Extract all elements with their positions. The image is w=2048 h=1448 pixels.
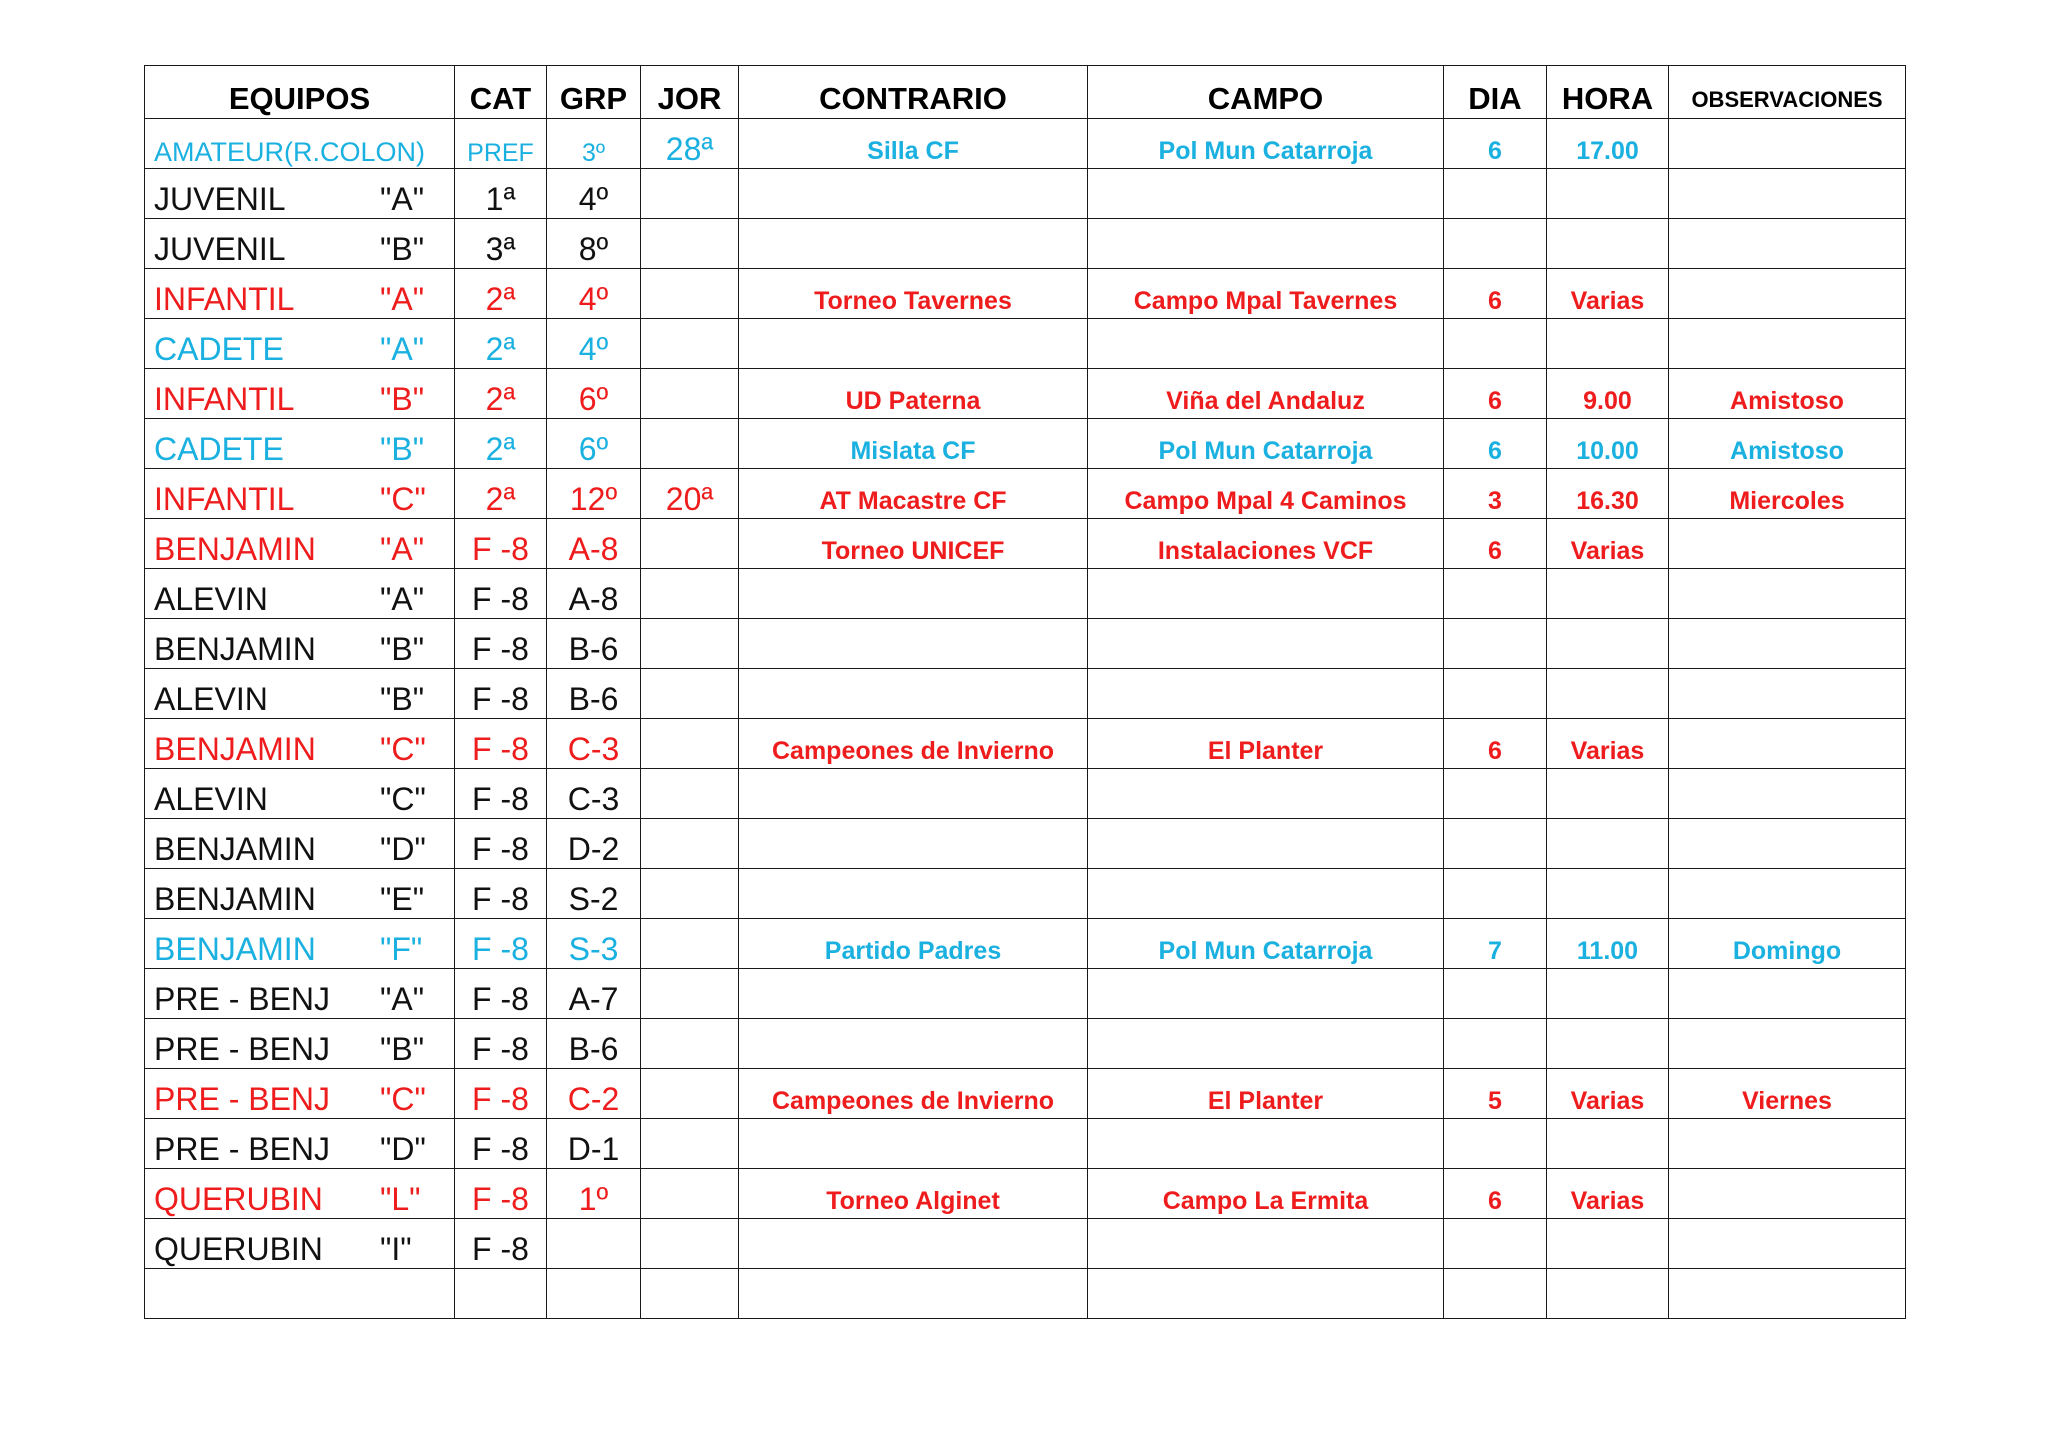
group-cell: A-8: [547, 569, 641, 619]
team-letter: "D": [380, 831, 426, 867]
round-cell: [641, 919, 739, 969]
category-cell: F -8: [455, 569, 547, 619]
day-cell: [1444, 219, 1547, 269]
day-cell: [1444, 969, 1547, 1019]
day-cell: 6: [1444, 519, 1547, 569]
round-cell: [641, 619, 739, 669]
observations-cell: [1669, 1019, 1906, 1069]
day-cell: [1444, 869, 1547, 919]
time-cell: [1547, 869, 1669, 919]
day-cell: 3: [1444, 469, 1547, 519]
group-cell: D-2: [547, 819, 641, 869]
field-cell: [1088, 569, 1444, 619]
team-cell: [145, 1219, 455, 1269]
team-name: CADETE: [154, 331, 284, 367]
opponent-cell: [739, 219, 1088, 269]
opponent-cell: [739, 1269, 1088, 1319]
team-letter: "C": [380, 781, 426, 817]
time-cell: [1547, 819, 1669, 869]
field-cell: [1088, 769, 1444, 819]
time-cell: [1547, 319, 1669, 369]
opponent-cell: [739, 669, 1088, 719]
team-cell: [145, 469, 455, 519]
round-cell: [641, 569, 739, 619]
round-cell: [641, 869, 739, 919]
table-row: [145, 1219, 1906, 1269]
team-cell: [145, 1069, 455, 1119]
table-row: [145, 469, 1906, 519]
group-cell: B-6: [547, 669, 641, 719]
team-letter: "D": [380, 1131, 426, 1167]
table-row: [145, 519, 1906, 569]
header-equipos: EQUIPOS: [145, 66, 455, 119]
team-cell: [145, 1169, 455, 1219]
team-name: INFANTIL: [154, 481, 295, 517]
opponent-cell: [739, 819, 1088, 869]
team-letter: "B": [380, 431, 425, 467]
group-cell: [547, 1219, 641, 1269]
round-cell: [641, 1069, 739, 1119]
group-cell: A-7: [547, 969, 641, 1019]
time-cell: [1547, 969, 1669, 1019]
day-cell: [1444, 1019, 1547, 1069]
observations-cell: [1669, 769, 1906, 819]
header-observaciones: OBSERVACIONES: [1669, 66, 1906, 119]
day-cell: [1444, 169, 1547, 219]
table-row: [145, 1119, 1906, 1169]
round-cell: [641, 219, 739, 269]
day-cell: [1444, 1269, 1547, 1319]
group-cell: S-3: [547, 919, 641, 969]
observations-cell: [1669, 819, 1906, 869]
table-row: [145, 969, 1906, 1019]
team-cell: [145, 619, 455, 669]
group-cell: C-2: [547, 1069, 641, 1119]
team-letter: "C": [380, 1081, 426, 1117]
team-letter: "A": [380, 281, 425, 317]
day-cell: [1444, 1219, 1547, 1269]
category-cell: F -8: [455, 1219, 547, 1269]
round-cell: [641, 769, 739, 819]
header-grp: GRP: [547, 66, 641, 119]
team-name: ALEVIN: [154, 681, 268, 717]
category-cell: 2ª: [455, 269, 547, 319]
group-cell: C-3: [547, 719, 641, 769]
opponent-cell: [739, 969, 1088, 1019]
time-cell: [1547, 619, 1669, 669]
round-cell: [641, 969, 739, 1019]
team-letter: "F": [380, 931, 423, 967]
table-row: [145, 819, 1906, 869]
opponent-cell: [739, 1019, 1088, 1069]
field-cell: [1088, 669, 1444, 719]
table-row: [145, 369, 1906, 419]
observations-cell: [1669, 969, 1906, 1019]
time-cell: [1547, 1269, 1669, 1319]
team-letter: "C": [380, 481, 426, 517]
field-cell: [1088, 869, 1444, 919]
group-cell: D-1: [547, 1119, 641, 1169]
field-cell: [1088, 819, 1444, 869]
group-cell: C-3: [547, 769, 641, 819]
round-cell: [641, 1119, 739, 1169]
category-cell: F -8: [455, 969, 547, 1019]
time-cell: [1547, 669, 1669, 719]
field-cell: El Planter: [1088, 1069, 1444, 1119]
opponent-cell: Partido Padres: [739, 919, 1088, 969]
category-cell: F -8: [455, 919, 547, 969]
category-cell: F -8: [455, 869, 547, 919]
team-name: INFANTIL: [154, 381, 295, 417]
team-cell: [145, 969, 455, 1019]
round-cell: [641, 1269, 739, 1319]
header-row: [145, 66, 1906, 119]
category-cell: F -8: [455, 769, 547, 819]
team-name: PRE - BENJ: [154, 1031, 331, 1067]
group-cell: 8º: [547, 219, 641, 269]
category-cell: F -8: [455, 669, 547, 719]
table-row: [145, 1019, 1906, 1069]
round-cell: [641, 819, 739, 869]
category-cell: 2ª: [455, 419, 547, 469]
field-cell: [1088, 1269, 1444, 1319]
round-cell: [641, 719, 739, 769]
time-cell: 11.00: [1547, 919, 1669, 969]
time-cell: Varias: [1547, 1069, 1669, 1119]
team-name: PRE - BENJ: [154, 981, 331, 1017]
group-cell: B-6: [547, 619, 641, 669]
opponent-cell: [739, 769, 1088, 819]
category-cell: F -8: [455, 619, 547, 669]
category-cell: F -8: [455, 719, 547, 769]
day-cell: [1444, 1119, 1547, 1169]
category-cell: 2ª: [455, 469, 547, 519]
round-cell: [641, 1219, 739, 1269]
table-row: [145, 1069, 1906, 1119]
observations-cell: [1669, 269, 1906, 319]
team-name: INFANTIL: [154, 281, 295, 317]
table-row: [145, 119, 1906, 169]
team-name: BENJAMIN: [154, 631, 316, 667]
team-cell: [145, 219, 455, 269]
team-letter: "B": [380, 381, 425, 417]
group-cell: 3º: [547, 119, 641, 169]
observations-cell: [1669, 319, 1906, 369]
round-cell: [641, 319, 739, 369]
team-letter: "B": [380, 681, 425, 717]
team-cell: [145, 869, 455, 919]
team-cell: [145, 369, 455, 419]
team-letter: "C": [380, 731, 426, 767]
observations-cell: [1669, 219, 1906, 269]
round-cell: [641, 369, 739, 419]
team-name: PRE - BENJ: [154, 1131, 331, 1167]
opponent-cell: Silla CF: [739, 119, 1088, 169]
time-cell: 16.30: [1547, 469, 1669, 519]
team-cell: [145, 119, 455, 169]
team-letter: "A": [380, 331, 425, 367]
day-cell: 6: [1444, 269, 1547, 319]
observations-cell: Domingo: [1669, 919, 1906, 969]
team-cell: [145, 569, 455, 619]
observations-cell: [1669, 1269, 1906, 1319]
round-cell: [641, 1169, 739, 1219]
category-cell: F -8: [455, 1069, 547, 1119]
field-cell: Instalaciones VCF: [1088, 519, 1444, 569]
team-name: PRE - BENJ: [154, 1081, 331, 1117]
opponent-cell: [739, 1219, 1088, 1269]
day-cell: 6: [1444, 119, 1547, 169]
team-cell: [145, 1269, 455, 1319]
group-cell: B-6: [547, 1019, 641, 1069]
table-row: [145, 919, 1906, 969]
header-hora: HORA: [1547, 66, 1669, 119]
day-cell: 5: [1444, 1069, 1547, 1119]
group-cell: 6º: [547, 419, 641, 469]
round-cell: 20ª: [641, 469, 739, 519]
observations-cell: [1669, 1169, 1906, 1219]
field-cell: El Planter: [1088, 719, 1444, 769]
category-cell: F -8: [455, 1019, 547, 1069]
team-cell: [145, 819, 455, 869]
team-name: JUVENIL: [154, 231, 286, 267]
observations-cell: [1669, 119, 1906, 169]
observations-cell: [1669, 169, 1906, 219]
team-letter: "B": [380, 631, 425, 667]
team-letter: "L": [380, 1181, 421, 1217]
category-cell: 2ª: [455, 319, 547, 369]
opponent-cell: Mislata CF: [739, 419, 1088, 469]
time-cell: 9.00: [1547, 369, 1669, 419]
team-letter: "B": [380, 1031, 425, 1067]
team-name: QUERUBIN: [154, 1181, 323, 1217]
header-contrario: CONTRARIO: [739, 66, 1088, 119]
opponent-cell: [739, 619, 1088, 669]
opponent-cell: [739, 319, 1088, 369]
round-cell: [641, 1019, 739, 1069]
day-cell: [1444, 669, 1547, 719]
team-letter: "B": [380, 231, 425, 267]
observations-cell: [1669, 719, 1906, 769]
time-cell: [1547, 1019, 1669, 1069]
observations-cell: [1669, 669, 1906, 719]
field-cell: [1088, 319, 1444, 369]
category-cell: PREF: [455, 119, 547, 169]
field-cell: Pol Mun Catarroja: [1088, 919, 1444, 969]
team-letter: "A": [380, 981, 425, 1017]
observations-cell: Viernes: [1669, 1069, 1906, 1119]
table-row: [145, 219, 1906, 269]
team-name: CADETE: [154, 431, 284, 467]
opponent-cell: Campeones de Invierno: [739, 1069, 1088, 1119]
time-cell: [1547, 169, 1669, 219]
time-cell: Varias: [1547, 269, 1669, 319]
header-cat: CAT: [455, 66, 547, 119]
day-cell: [1444, 319, 1547, 369]
field-cell: [1088, 1219, 1444, 1269]
team-name: ALEVIN: [154, 581, 268, 617]
team-cell: [145, 769, 455, 819]
opponent-cell: [739, 1119, 1088, 1169]
team-name: BENJAMIN: [154, 531, 316, 567]
table-row: [145, 669, 1906, 719]
day-cell: [1444, 569, 1547, 619]
observations-cell: [1669, 619, 1906, 669]
opponent-cell: [739, 569, 1088, 619]
group-cell: 12º: [547, 469, 641, 519]
team-cell: [145, 519, 455, 569]
category-cell: F -8: [455, 1119, 547, 1169]
time-cell: Varias: [1547, 1169, 1669, 1219]
table-row: [145, 569, 1906, 619]
time-cell: Varias: [1547, 519, 1669, 569]
team-cell: [145, 169, 455, 219]
field-cell: [1088, 1019, 1444, 1069]
observations-cell: [1669, 519, 1906, 569]
header-campo: CAMPO: [1088, 66, 1444, 119]
field-cell: Campo Mpal 4 Caminos: [1088, 469, 1444, 519]
day-cell: [1444, 819, 1547, 869]
field-cell: Pol Mun Catarroja: [1088, 419, 1444, 469]
field-cell: [1088, 1119, 1444, 1169]
observations-cell: [1669, 569, 1906, 619]
category-cell: F -8: [455, 819, 547, 869]
observations-cell: Amistoso: [1669, 369, 1906, 419]
table-row: [145, 269, 1906, 319]
team-cell: [145, 1019, 455, 1069]
time-cell: 17.00: [1547, 119, 1669, 169]
group-cell: S-2: [547, 869, 641, 919]
table-body: [145, 119, 1906, 1319]
day-cell: 6: [1444, 419, 1547, 469]
team-cell: [145, 319, 455, 369]
team-cell: [145, 669, 455, 719]
header-dia: DIA: [1444, 66, 1547, 119]
observations-cell: Miercoles: [1669, 469, 1906, 519]
observations-cell: [1669, 1219, 1906, 1269]
category-cell: F -8: [455, 519, 547, 569]
round-cell: [641, 269, 739, 319]
team-letter: "I": [380, 1231, 412, 1267]
opponent-cell: [739, 869, 1088, 919]
category-cell: F -8: [455, 1169, 547, 1219]
opponent-cell: [739, 169, 1088, 219]
table-row: [145, 1169, 1906, 1219]
field-cell: [1088, 169, 1444, 219]
team-name: QUERUBIN: [154, 1231, 323, 1267]
team-letter: "E": [380, 881, 425, 917]
observations-cell: [1669, 869, 1906, 919]
team-name: AMATEUR(R.COLON): [154, 137, 426, 167]
time-cell: [1547, 769, 1669, 819]
time-cell: [1547, 219, 1669, 269]
group-cell: 4º: [547, 269, 641, 319]
round-cell: [641, 419, 739, 469]
team-name: ALEVIN: [154, 781, 268, 817]
time-cell: [1547, 1219, 1669, 1269]
field-cell: Viña del Andaluz: [1088, 369, 1444, 419]
category-cell: 2ª: [455, 369, 547, 419]
field-cell: Pol Mun Catarroja: [1088, 119, 1444, 169]
group-cell: 1º: [547, 1169, 641, 1219]
time-cell: Varias: [1547, 719, 1669, 769]
table-row: [145, 869, 1906, 919]
team-letter: "A": [380, 181, 425, 217]
field-cell: Campo La Ermita: [1088, 1169, 1444, 1219]
group-cell: [547, 1269, 641, 1319]
group-cell: A-8: [547, 519, 641, 569]
time-cell: [1547, 1119, 1669, 1169]
team-letter: "A": [380, 531, 425, 567]
team-cell: [145, 719, 455, 769]
field-cell: [1088, 219, 1444, 269]
field-cell: Campo Mpal Tavernes: [1088, 269, 1444, 319]
group-cell: 4º: [547, 169, 641, 219]
observations-cell: [1669, 1119, 1906, 1169]
day-cell: 6: [1444, 369, 1547, 419]
table-row: [145, 769, 1906, 819]
field-cell: [1088, 969, 1444, 1019]
group-cell: 4º: [547, 319, 641, 369]
team-name: JUVENIL: [154, 181, 286, 217]
field-cell: [1088, 619, 1444, 669]
match-schedule-table: [144, 65, 1906, 1319]
opponent-cell: Torneo Alginet: [739, 1169, 1088, 1219]
team-letter: "A": [380, 581, 425, 617]
team-name: BENJAMIN: [154, 731, 316, 767]
day-cell: 6: [1444, 1169, 1547, 1219]
table-row: [145, 1269, 1906, 1319]
round-cell: [641, 669, 739, 719]
round-cell: [641, 169, 739, 219]
team-cell: [145, 269, 455, 319]
table-row: [145, 719, 1906, 769]
table-row: [145, 419, 1906, 469]
time-cell: [1547, 569, 1669, 619]
table-row: [145, 169, 1906, 219]
opponent-cell: Torneo UNICEF: [739, 519, 1088, 569]
category-cell: 3ª: [455, 219, 547, 269]
header-jor: JOR: [641, 66, 739, 119]
team-cell: [145, 919, 455, 969]
round-cell: [641, 519, 739, 569]
opponent-cell: Torneo Tavernes: [739, 269, 1088, 319]
day-cell: [1444, 619, 1547, 669]
day-cell: 7: [1444, 919, 1547, 969]
team-cell: [145, 419, 455, 469]
day-cell: 6: [1444, 719, 1547, 769]
opponent-cell: Campeones de Invierno: [739, 719, 1088, 769]
group-cell: 6º: [547, 369, 641, 419]
round-cell: 28ª: [641, 119, 739, 169]
category-cell: [455, 1269, 547, 1319]
table-row: [145, 319, 1906, 369]
table-row: [145, 619, 1906, 669]
opponent-cell: UD Paterna: [739, 369, 1088, 419]
team-cell: [145, 1119, 455, 1169]
day-cell: [1444, 769, 1547, 819]
team-name: BENJAMIN: [154, 931, 316, 967]
opponent-cell: AT Macastre CF: [739, 469, 1088, 519]
team-name: BENJAMIN: [154, 881, 316, 917]
team-name: BENJAMIN: [154, 831, 316, 867]
category-cell: 1ª: [455, 169, 547, 219]
time-cell: 10.00: [1547, 419, 1669, 469]
observations-cell: Amistoso: [1669, 419, 1906, 469]
